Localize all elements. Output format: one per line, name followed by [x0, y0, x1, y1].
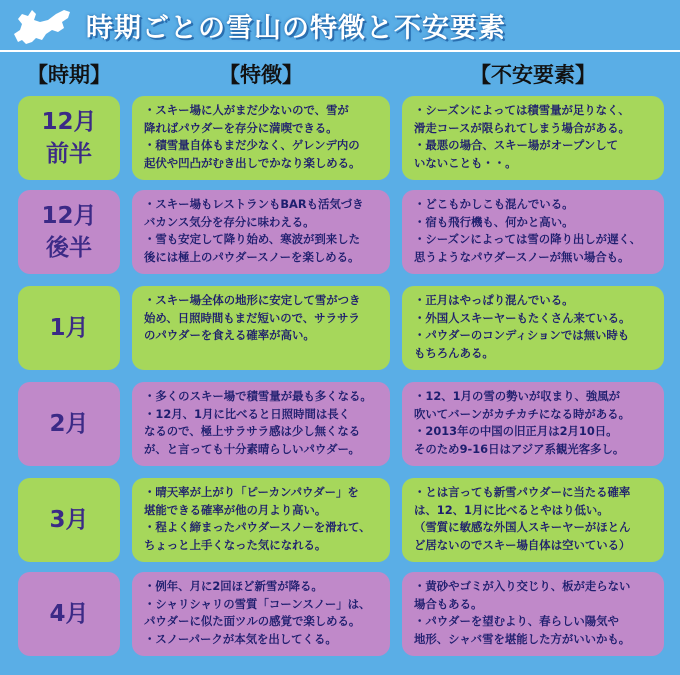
features-cell: [132, 478, 390, 562]
text-line: （雪質に敏感な外国人スキーヤーがほとん: [414, 520, 631, 534]
text-line: は、12、1月に比べるとやはり低い。: [414, 502, 609, 517]
features-cell: [132, 572, 390, 656]
text-line: ・2013年の中国の旧正月は2月10日。: [414, 424, 618, 438]
text-line: 場合もある。: [414, 596, 483, 611]
text-line: ど居ないのでスキー場自体は空いている）: [414, 537, 631, 552]
text-line: ・シャリシャリの雪質「コーンスノー」は、: [144, 596, 371, 611]
text-line: ・12、1月の雪の勢いが収まり、強風が: [414, 389, 621, 403]
text-line: ・多くのスキー場で積雪量が最も多くなる。: [144, 389, 372, 403]
text-line: ・パウダーのコンディションでは無い時も: [414, 328, 630, 342]
text-line: ・12月、1月に比べると日照時間は長く: [144, 406, 351, 421]
features-cell: [132, 382, 390, 466]
text-line: 降ればパウダーを存分に満喫できる。: [144, 120, 338, 135]
month-cell: [18, 286, 120, 370]
anxiety-cell: [402, 286, 664, 370]
text-line: 地形、シャバ雪を堪能した方がいいかも。: [414, 631, 631, 646]
anxiety-cell: [402, 478, 664, 562]
page-title: 時期ごとの雪山の特徴と不安要素: [86, 13, 506, 44]
text-line: ・どこもかしこも混んでいる。: [414, 197, 574, 211]
column-header-period: 【時期】: [27, 63, 111, 87]
text-line: ・積雪量自体もまだ少なく、ゲレンデ内の: [144, 138, 360, 152]
anxiety-cell: [402, 572, 664, 656]
text-line: ・シーズンによっては積雪量が足りなく、: [414, 103, 630, 117]
text-line: が、と言っても十分素晴らしいパウダー。: [144, 441, 360, 456]
text-line: 吹いてバーンがカチカチになる時がある。: [414, 406, 630, 421]
features-cell: [132, 190, 390, 274]
text-line: 思うようなパウダースノーが無い場合も。: [414, 249, 630, 264]
text-line: ・スキー場に人がまだ少ないので、雪が: [144, 103, 349, 117]
text-line: ・正月はやっぱり混んでいる。: [414, 293, 574, 307]
month-cell: [18, 572, 120, 656]
text-line: のパウダーを食える確率が高い。: [144, 328, 315, 342]
text-line: 始め、日照時間もまだ短いので、サラサラ: [144, 310, 360, 325]
text-line: ・黄砂やゴミが入り交じり、板が走らない: [414, 579, 631, 593]
features-cell: [132, 286, 390, 370]
title-divider: [0, 50, 680, 52]
month-cell: [18, 190, 120, 274]
text-line: なるので、極上サラサラ感は少し無くなる: [144, 424, 361, 438]
month-cell: [18, 478, 120, 562]
features-cell: [132, 96, 390, 180]
month-label: 3月: [49, 507, 89, 533]
text-line: ・スキー場もレストランもBARも活気づき: [144, 197, 364, 211]
table-row: [18, 382, 664, 466]
text-line: バカンス気分を存分に味わえる。: [144, 214, 315, 229]
table-row: [18, 478, 664, 562]
column-header-anxiety: 【不安要素】: [470, 63, 596, 87]
text-line: ・シーズンによっては雪の降り出しが遅く、: [414, 232, 642, 246]
text-line: 後には極上のパウダースノーを楽しめる。: [144, 249, 360, 264]
month-label: 前半: [46, 141, 92, 167]
text-line: ・例年、月に2回ほど新雪が降る。: [144, 579, 323, 593]
text-line: 堪能できる確率が他の月より高い。: [144, 502, 327, 517]
text-line: そのため9-16日はアジア系観光客多し。: [414, 441, 625, 456]
text-line: ・パウダーを望むより、春らしい陽気や: [414, 614, 619, 628]
text-line: 滑走コースが限られてしまう場合がある。: [414, 120, 630, 135]
anxiety-cell: [402, 190, 664, 274]
month-label: 4月: [49, 601, 89, 627]
anxiety-cell: [402, 96, 664, 180]
month-label: 後半: [46, 235, 92, 261]
month-label: 12月: [41, 109, 97, 135]
anxiety-cell: [402, 382, 664, 466]
month-label: 12月: [41, 203, 97, 229]
table-row: [18, 190, 664, 274]
month-cell: [18, 382, 120, 466]
text-line: ・晴天率が上がり「ピーカンパウダー」を: [144, 485, 359, 499]
table-row: [18, 286, 664, 370]
table-row: [18, 96, 664, 180]
table-row: [18, 572, 664, 656]
text-line: ・宿も飛行機も、何かと高い。: [414, 214, 574, 229]
text-line: ちょっと上手くなった気になれる。: [144, 537, 327, 552]
text-line: ・スキー場全体の地形に安定して雪がつき: [144, 293, 361, 307]
text-line: ・程よく締まったパウダースノーを滑れて、: [144, 520, 371, 534]
text-line: 起伏や凹凸がむき出しでかなり楽しめる。: [144, 155, 361, 170]
text-line: ・最悪の場合、スキー場がオープンして: [414, 138, 619, 152]
text-line: ・スノーパークが本気を出してくる。: [144, 631, 337, 646]
text-line: いないことも・・。: [414, 155, 517, 170]
text-line: もちろんある。: [414, 345, 494, 360]
column-header-features: 【特徴】: [219, 63, 303, 87]
month-label: 1月: [49, 315, 89, 341]
text-line: ・雪も安定して降り始め、寒波が到来した: [144, 232, 360, 246]
month-cell: [18, 96, 120, 180]
text-line: パウダーに似た面ツルの感覚で楽しめる。: [144, 614, 361, 628]
hokkaido-map-icon: [8, 4, 76, 50]
text-line: ・外国人スキーヤーもたくさん来ている。: [414, 310, 631, 325]
month-label: 2月: [49, 411, 89, 437]
header: [0, 0, 680, 56]
text-line: ・とは言っても新雪パウダーに当たる確率: [414, 485, 631, 499]
